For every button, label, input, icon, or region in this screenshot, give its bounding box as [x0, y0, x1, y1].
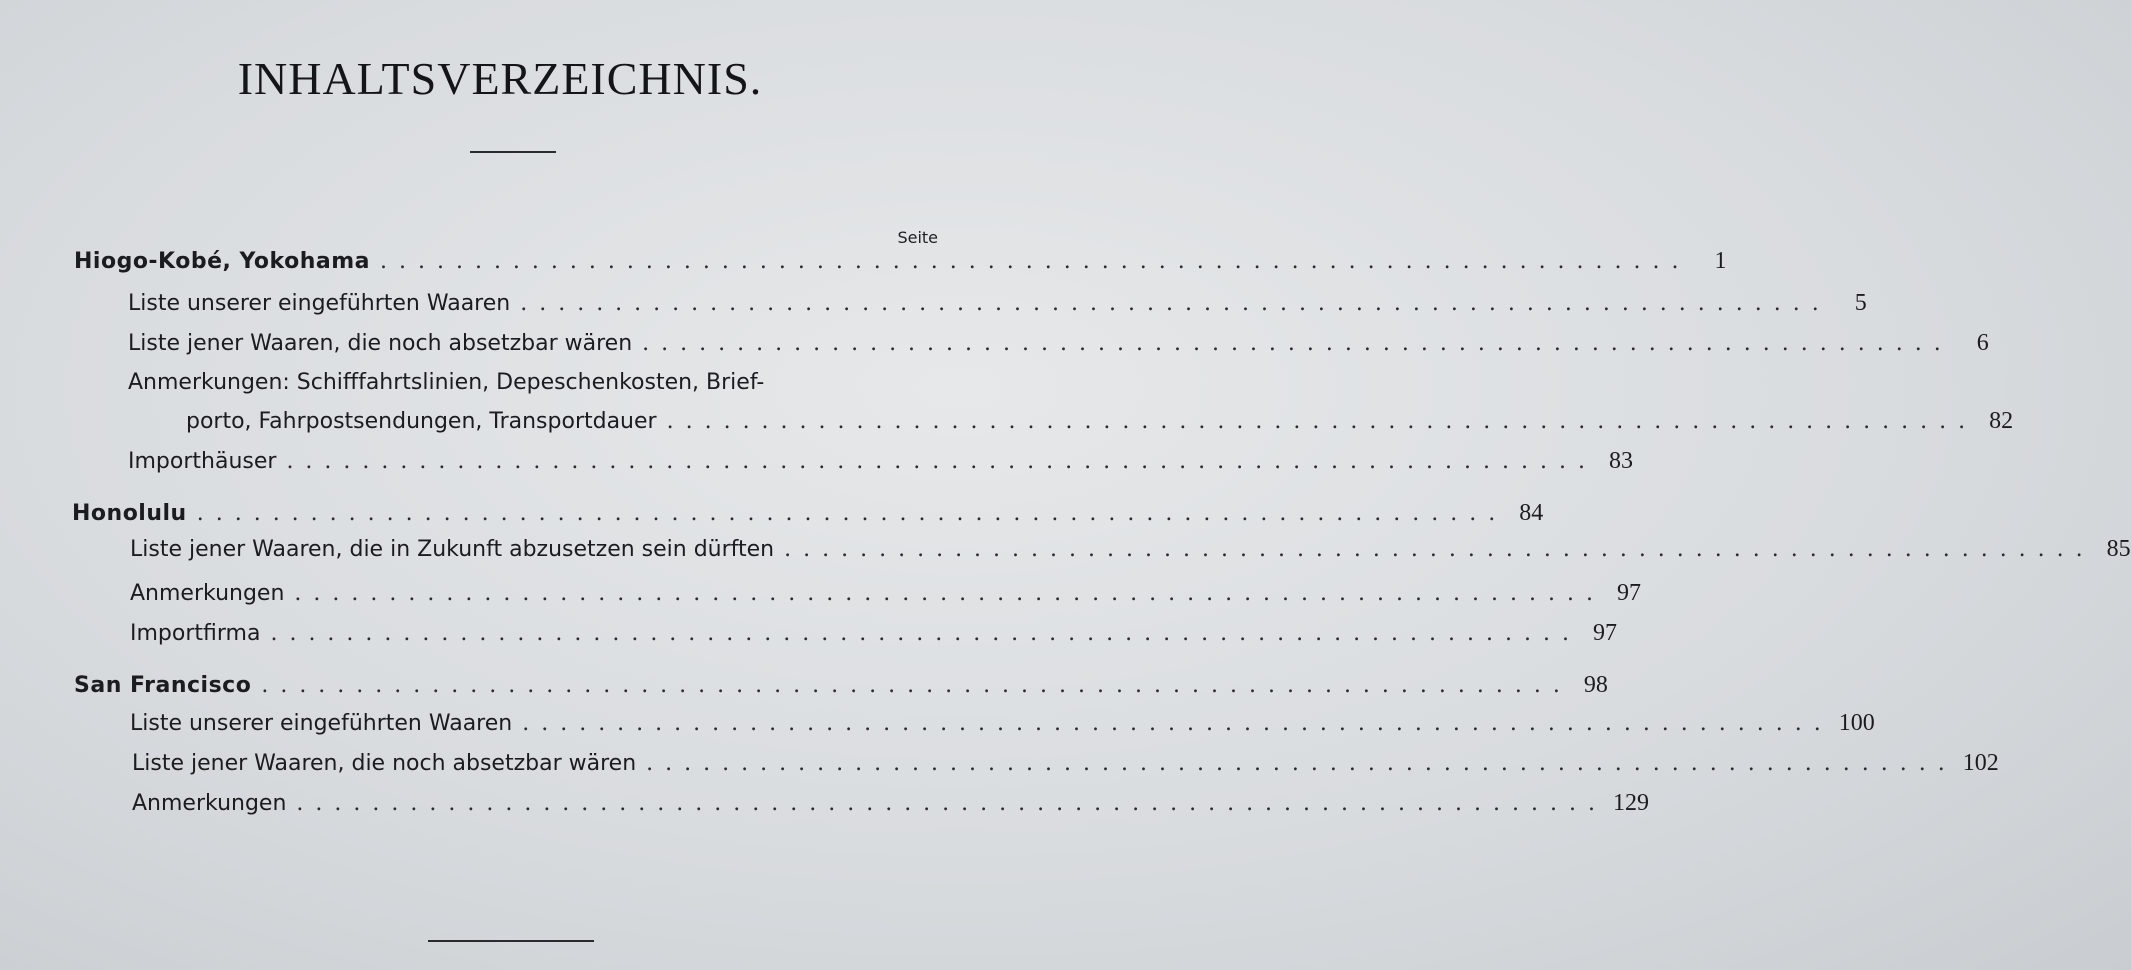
bottom-divider — [428, 940, 594, 942]
toc-entry — [186, 408, 2014, 442]
dot-leader: ..................................................................... — [261, 673, 1572, 698]
entry-label: Anmerkungen — [132, 791, 287, 816]
section-heading: Honolulu — [72, 501, 187, 526]
entry-label: Liste jener Waaren, die noch absetzbar wären — [132, 751, 637, 776]
dot-leader: ..................................................................... — [270, 621, 1581, 646]
dot-leader: ..................................................................... — [522, 711, 1833, 736]
toc-section-honolulu — [72, 500, 1544, 534]
toc-entry — [130, 710, 1875, 744]
page-number: 102 — [1962, 750, 1999, 776]
toc-section-san-francisco — [74, 672, 1608, 706]
toc-section-hiogo-kobe — [74, 248, 1727, 282]
entry-label: Liste jener Waaren, die noch absetzbar wären — [128, 331, 633, 356]
page-number: 1 — [1714, 248, 1727, 274]
toc-entry — [132, 750, 1999, 784]
page-number: 100 — [1838, 710, 1875, 736]
page-number: 83 — [1608, 448, 1633, 474]
entry-label: Anmerkungen — [130, 581, 285, 606]
page-number: 5 — [1854, 290, 1867, 316]
dot-leader: ..................................................................... — [520, 291, 1831, 316]
entry-label: porto, Fahrpostsendungen, Transportdauer — [186, 409, 657, 434]
entry-label: Liste jener Waaren, die in Zukunft abzusetzen sein dürften — [130, 537, 775, 562]
entry-label: Importfirma — [130, 621, 261, 646]
dot-leader: ..................................................................... — [294, 581, 1605, 606]
section-heading: San Francisco — [74, 673, 252, 698]
dot-leader: ..................................................................... — [379, 249, 1691, 274]
page-number: 129 — [1612, 790, 1649, 816]
page-number: 97 — [1592, 620, 1617, 646]
toc-entry — [132, 790, 1649, 824]
toc-entry — [128, 290, 1867, 324]
toc-entry — [128, 448, 1633, 482]
dot-leader: ..................................................................... — [784, 537, 2095, 562]
section-heading: Hiogo-Kobé, Yokohama — [74, 249, 370, 274]
dot-leader: ..................................................................... — [646, 751, 1957, 776]
page-number: 6 — [1976, 330, 1989, 356]
page-title: INHALTSVERZEICHNIS. — [237, 53, 763, 104]
entry-label: Liste unserer eingeführten Waaren — [130, 711, 513, 736]
entry-label-line1: Anmerkungen: Schifffahrtslinien, Depeschenkosten, Brief- — [128, 370, 765, 395]
page-column-heading: Seite — [897, 228, 938, 247]
page-number: 98 — [1583, 672, 1608, 698]
page-number: 82 — [1989, 408, 2014, 434]
dot-leader: ..................................................................... — [642, 331, 1953, 356]
toc-entry — [130, 620, 1617, 654]
dot-leader: ..................................................................... — [286, 449, 1597, 474]
entry-label: Importhäuser — [128, 449, 277, 474]
dot-leader: ..................................................................... — [196, 501, 1508, 526]
page-number: 84 — [1519, 500, 1544, 526]
toc-entry — [130, 580, 1641, 614]
dot-leader: ..................................................................... — [666, 409, 1978, 434]
toc-entry — [130, 536, 2131, 570]
page-number: 85 — [2106, 536, 2131, 562]
toc-entry — [128, 330, 1989, 364]
dot-leader: ..................................................................... — [296, 791, 1607, 816]
entry-label: Liste unserer eingeführten Waaren — [128, 291, 511, 316]
page-number: 97 — [1616, 580, 1641, 606]
